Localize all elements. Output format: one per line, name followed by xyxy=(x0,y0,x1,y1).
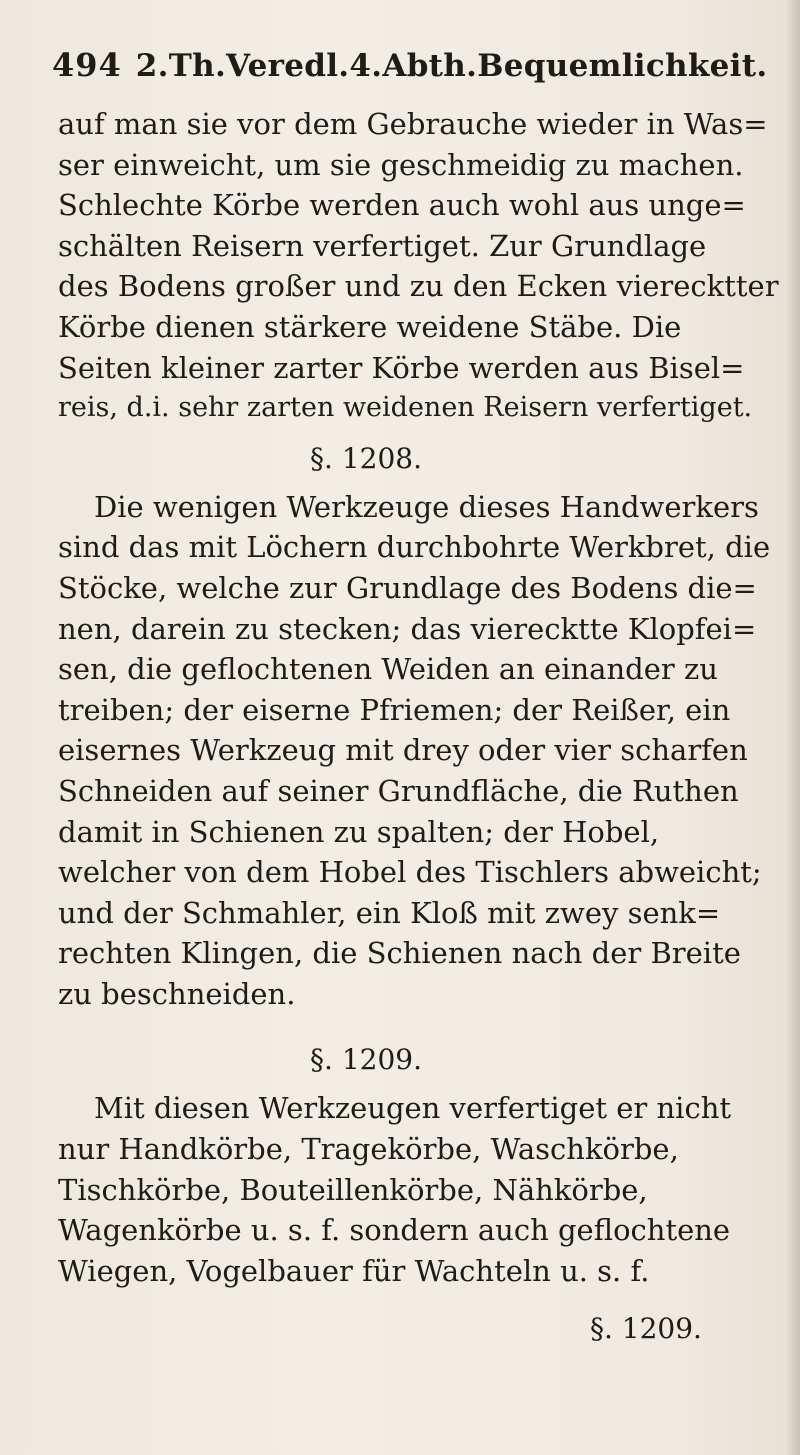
text-line: Schneiden auf seiner Grundfläche, die Ruthen xyxy=(58,773,739,808)
text-line: zu beschneiden. xyxy=(58,976,296,1011)
text-line: Schlechte Körbe werden auch wohl aus unge= xyxy=(58,188,746,223)
text-line: nen, darein zu stecken; das vierecktte Klopfei= xyxy=(58,611,757,646)
text-line: sen, die geflochtenen Weiden an einander zu xyxy=(58,652,718,687)
text-line: des Bodens großer und zu den Ecken vierecktter xyxy=(58,269,779,304)
section-heading-1209: §. 1209. xyxy=(310,1043,422,1077)
page-header xyxy=(52,46,772,96)
text-line: eisernes Werkzeug mit drey oder vier scharfen xyxy=(58,733,748,768)
text-line: und der Schmahler, ein Kloß mit zwey senk= xyxy=(58,895,721,930)
page-edge-shadow xyxy=(786,0,800,1455)
text-line: Wagenkörbe u. s. f. sondern auch geflochtene xyxy=(58,1213,731,1248)
paragraph-continuation xyxy=(58,104,779,429)
text-line: Seiten kleiner zarter Körbe werden aus Bisel= xyxy=(58,350,745,385)
running-head: 2.Th.Veredl.4.Abth.Bequemlichkeit. xyxy=(135,48,768,84)
text-line: Körbe dienen stärkere weidene Stäbe. Die xyxy=(58,309,682,344)
paragraph-1208 xyxy=(58,487,774,1015)
text-line: nur Handkörbe, Tragekörbe, Waschkörbe, xyxy=(58,1132,679,1167)
catchword: §. 1209. xyxy=(590,1312,702,1345)
text-line: Wiegen, Vogelbauer für Wachteln u. s. f. xyxy=(58,1253,650,1288)
text-line: damit in Schienen zu spalten; der Hobel, xyxy=(58,814,660,849)
text-line: auf man sie vor dem Gebrauche wieder in Was= xyxy=(58,107,768,141)
text-line: Tischkörbe, Bouteillenkörbe, Nähkörbe, xyxy=(58,1172,648,1207)
body-text xyxy=(58,104,779,1291)
section-heading-1208: §. 1208. xyxy=(310,441,422,475)
paragraph-1209 xyxy=(58,1088,774,1291)
text-line: reis, d.i. sehr zarten weidenen Reisern verfertiget. xyxy=(58,392,753,424)
text-line: ser einweicht, um sie geschmeidig zu machen. xyxy=(58,147,744,182)
text-line: Stöcke, welche zur Grundlage des Bodens die= xyxy=(58,570,757,605)
text-line: treiben; der eiserne Pfriemen; der Reißer, ein xyxy=(58,692,731,727)
text-line: schälten Reisern verfertiget. Zur Grundlage xyxy=(58,228,707,263)
page-number: 494 xyxy=(52,46,122,84)
text-line: Mit diesen Werkzeugen verfertiget er nicht xyxy=(94,1091,732,1126)
text-line: rechten Klingen, die Schienen nach der Breite xyxy=(58,936,741,971)
text-line: Die wenigen Werkzeuge dieses Handwerkers xyxy=(94,489,759,524)
text-line: welcher von dem Hobel des Tischlers abweicht; xyxy=(58,855,762,890)
text-line: sind das mit Löchern durchbohrte Werkbret, die xyxy=(58,530,771,565)
